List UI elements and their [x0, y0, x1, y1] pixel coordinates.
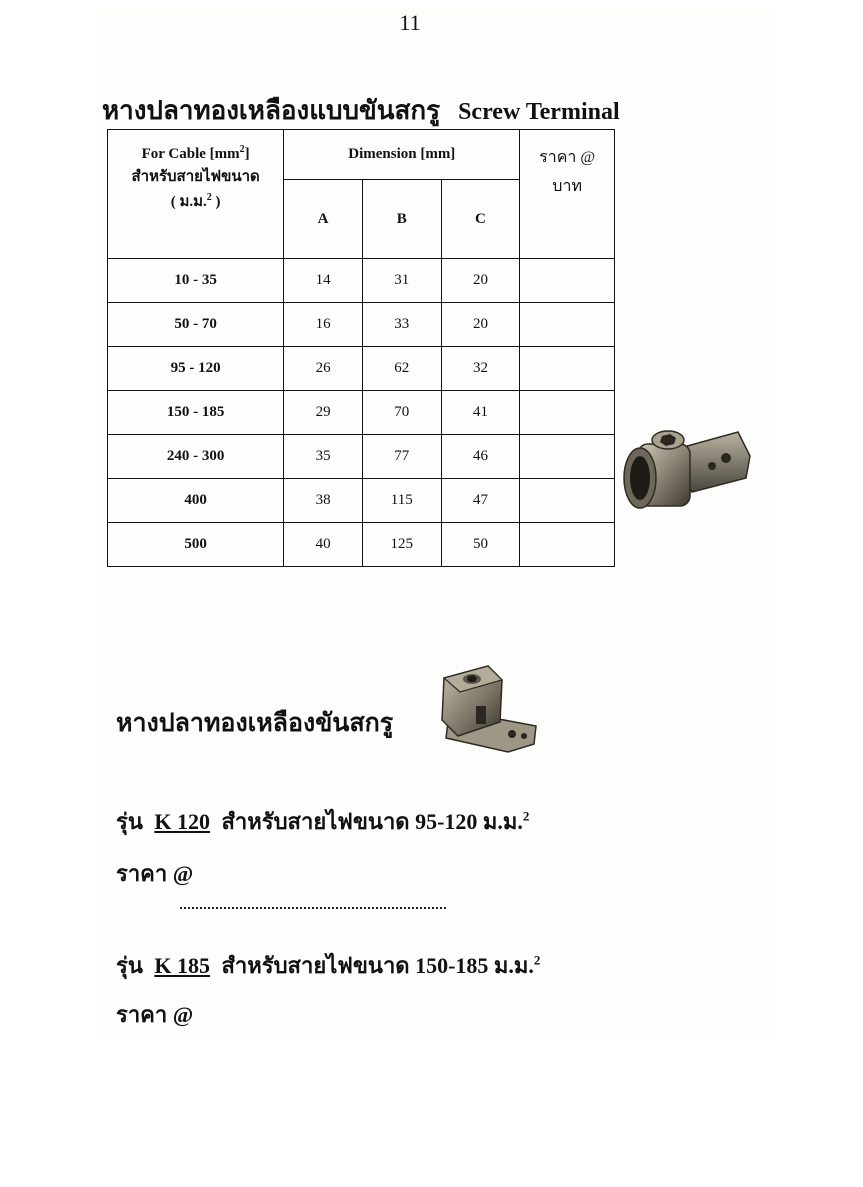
table-row [108, 303, 615, 347]
cell-price [520, 347, 615, 391]
cell-price [520, 523, 615, 567]
cell-price [520, 435, 615, 479]
cell-c: 32 [441, 347, 520, 391]
cell-a: 40 [284, 523, 363, 567]
sub-section-title: หางปลาทองเหลืองขันสกรู [116, 710, 394, 737]
price-fill-line [180, 907, 446, 909]
header-col-c: C [441, 180, 520, 259]
cell-a: 38 [284, 479, 363, 523]
header-col-a: A [284, 180, 363, 259]
header-col-b: B [362, 180, 441, 259]
cell-c: 47 [441, 479, 520, 523]
cell-a: 29 [284, 391, 363, 435]
cell-b: 62 [362, 347, 441, 391]
cell-cable-range: 50 - 70 [108, 303, 284, 347]
cell-a: 14 [284, 259, 363, 303]
cell-cable-range: 500 [108, 523, 284, 567]
cell-b: 31 [362, 259, 441, 303]
cell-price [520, 303, 615, 347]
cell-b: 33 [362, 303, 441, 347]
table-row [108, 259, 615, 303]
title-english: Screw Terminal [458, 99, 620, 125]
price-label-k120: ราคา @ [116, 861, 194, 886]
cell-b: 77 [362, 435, 441, 479]
cell-c: 46 [441, 435, 520, 479]
price-label-k185: ราคา @ [116, 1002, 194, 1027]
cell-price [520, 479, 615, 523]
cell-price [520, 391, 615, 435]
model-k120-line: รุ่น K 120 สำหรับสายไฟขนาด 95-120 ม.ม.$^2$ [116, 808, 530, 834]
cell-cable-range: 400 [108, 479, 284, 523]
cell-a: 16 [284, 303, 363, 347]
cell-a: 35 [284, 435, 363, 479]
model-code: K 185 [154, 953, 210, 978]
cell-a: 26 [284, 347, 363, 391]
model-code: K 120 [154, 809, 210, 834]
title-thai: หางปลาทองเหลืองแบบขันสกรู [102, 96, 441, 125]
model-k185-line: รุ่น K 185 สำหรับสายไฟขนาด 150-185 ม.ม.$^2$ [116, 952, 541, 978]
table-row [108, 479, 615, 523]
cell-c: 20 [441, 303, 520, 347]
screw-terminal-spec-table [107, 129, 615, 567]
screw-lug-photo [438, 660, 544, 756]
screw-terminal-photo [618, 426, 754, 522]
header-cable-size: For Cable $[mm^2]$ สำหรับสายไฟขนาด ( ม.ม.$^2$ ) [108, 130, 284, 259]
table-row [108, 347, 615, 391]
section-title [102, 90, 620, 131]
cell-b: 125 [362, 523, 441, 567]
header-dimension: Dimension [mm] [284, 130, 520, 180]
page-number: 11 [399, 10, 421, 35]
cell-b: 115 [362, 479, 441, 523]
table-row [108, 523, 615, 567]
table-row [108, 435, 615, 479]
cell-cable-range: 150 - 185 [108, 391, 284, 435]
cell-c: 50 [441, 523, 520, 567]
cell-b: 70 [362, 391, 441, 435]
table-row [108, 391, 615, 435]
header-price: ราคา @ บาท [520, 130, 615, 259]
cell-cable-range: 95 - 120 [108, 347, 284, 391]
cell-cable-range: 240 - 300 [108, 435, 284, 479]
cell-c: 41 [441, 391, 520, 435]
cell-c: 20 [441, 259, 520, 303]
cell-cable-range: 10 - 35 [108, 259, 284, 303]
cell-price [520, 259, 615, 303]
